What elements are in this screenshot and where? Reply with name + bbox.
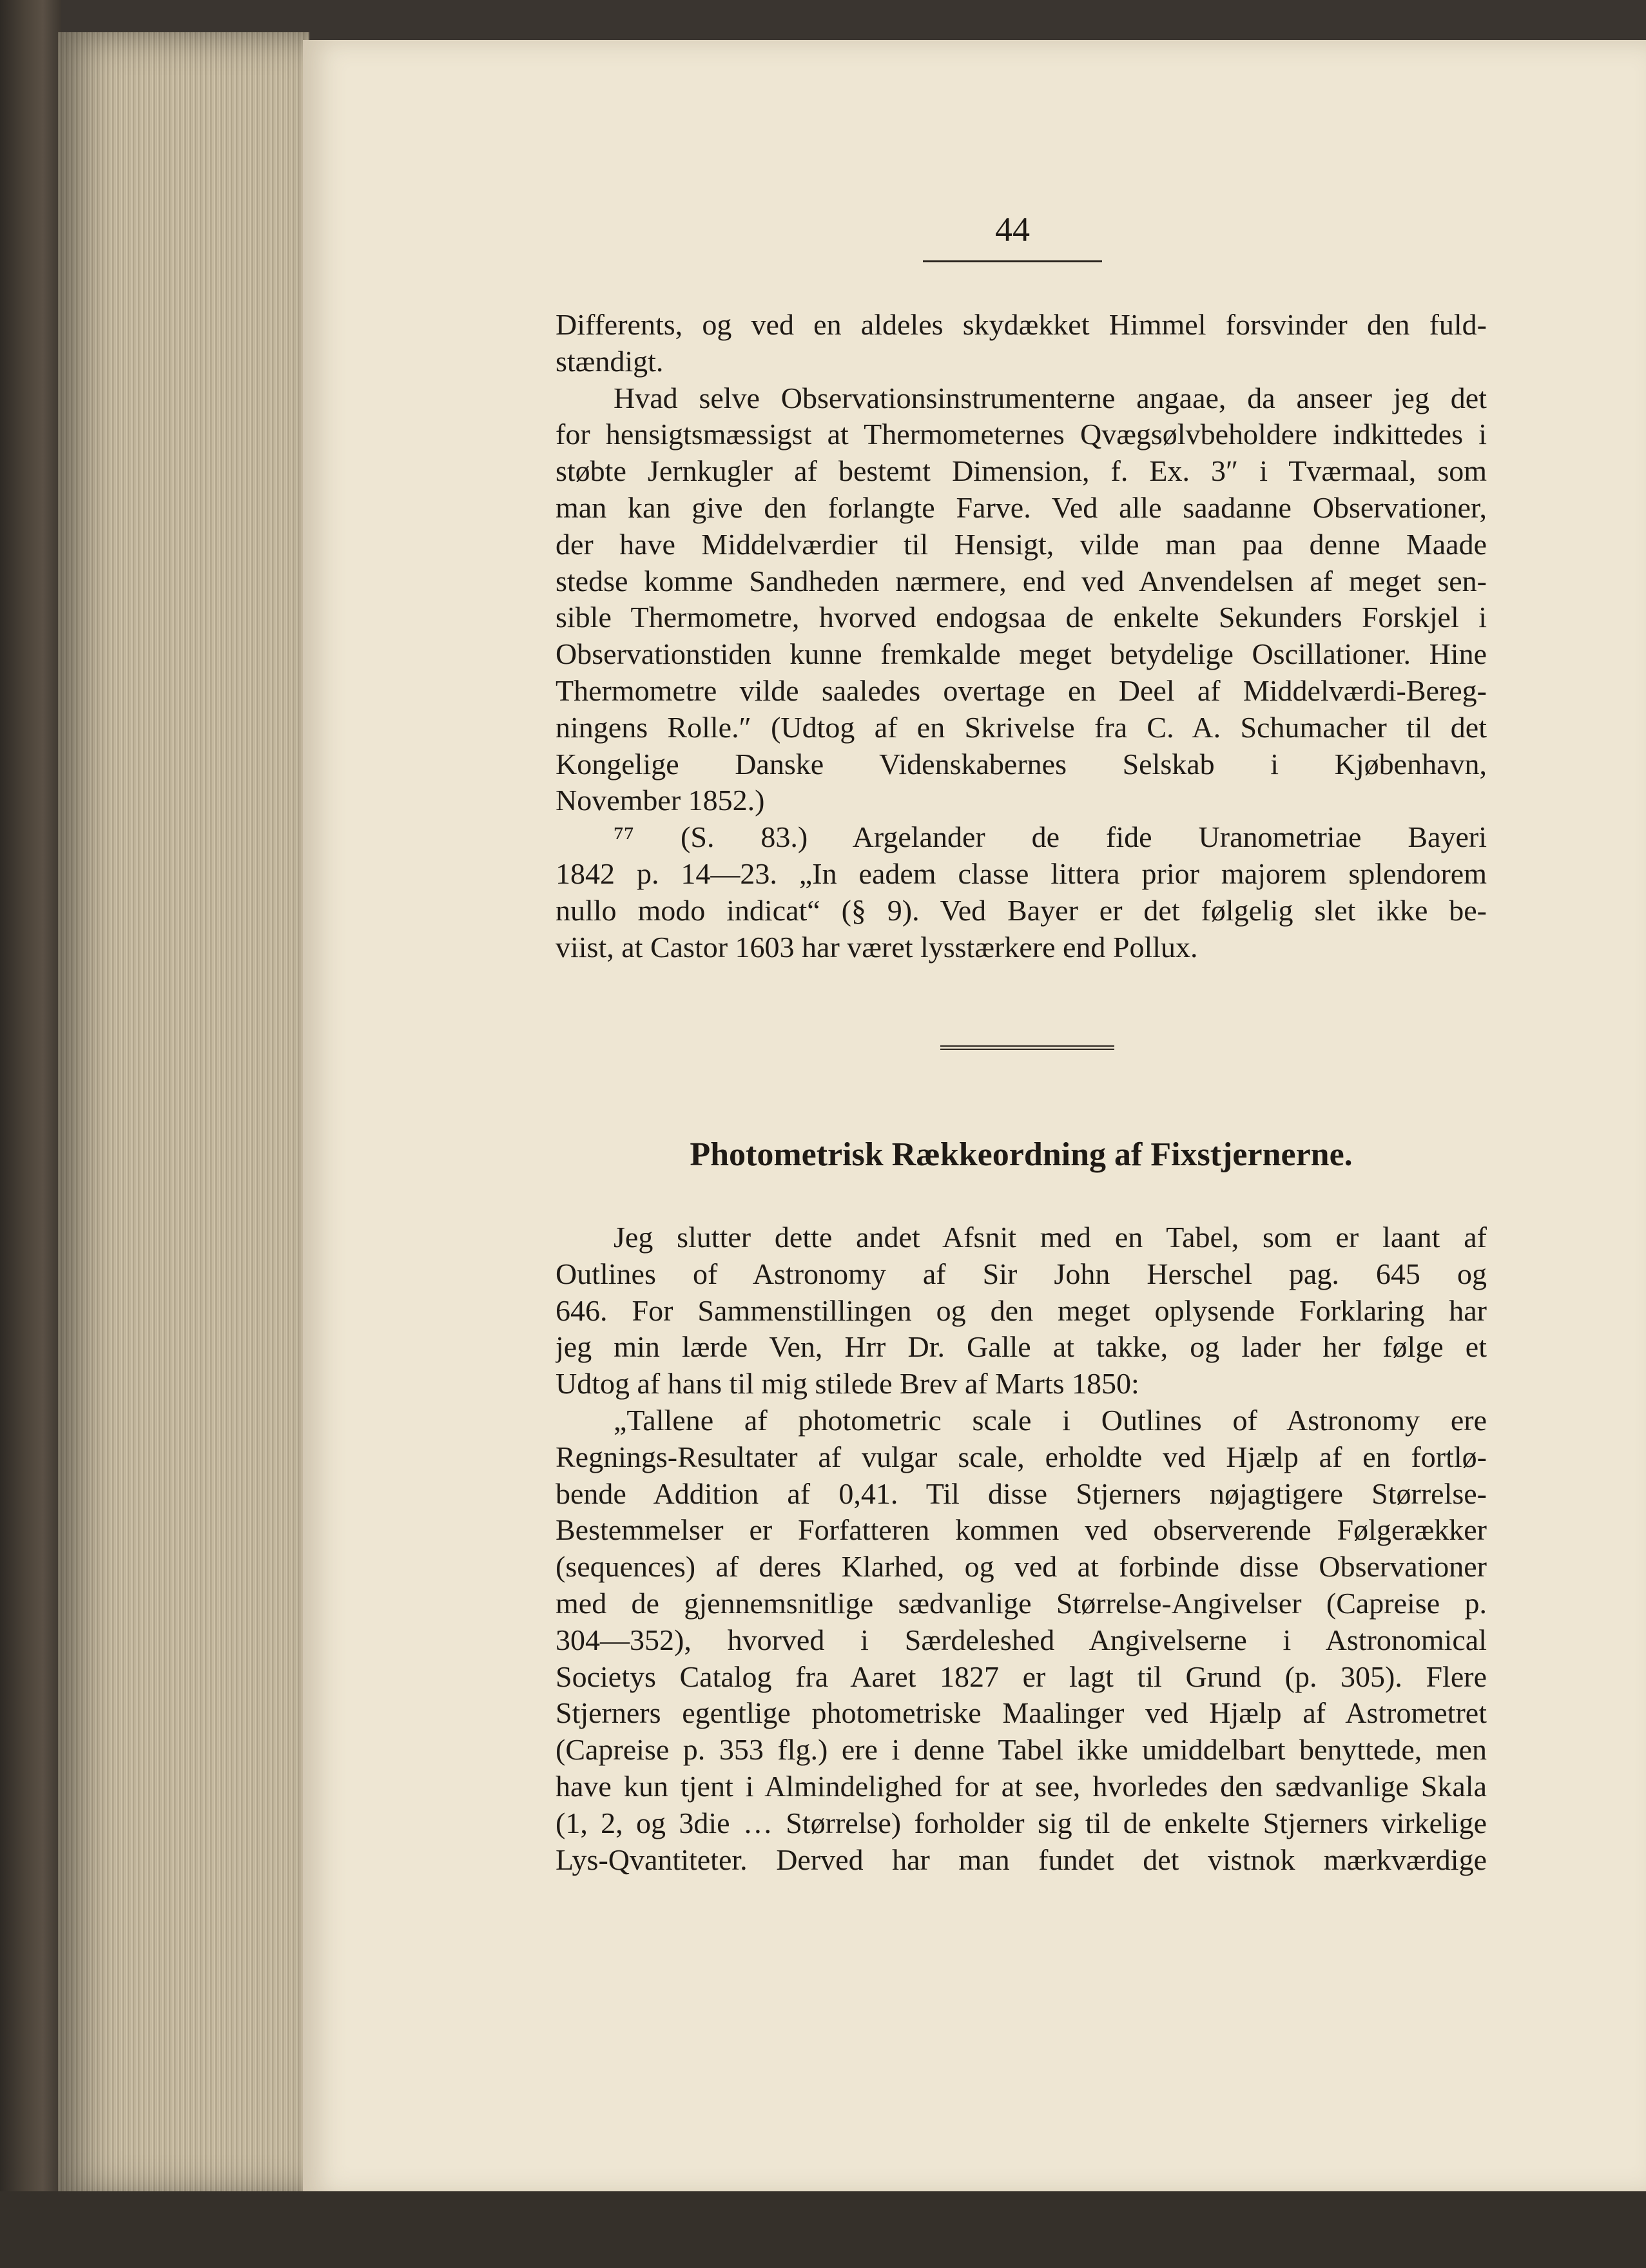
text-line: Regnings-Resultater af vulgar scale, erholdte ved Hjælp af en fortlø-: [556, 1440, 1487, 1473]
page-number-rule: [923, 260, 1102, 262]
text-line: sible Thermometre, hvorved endogsaa de enkelte Sekunders Forskjel i: [556, 601, 1487, 634]
text-line: Outlines of Astronomy af Sir John Herschel pag. 645 og: [556, 1257, 1487, 1290]
page-edges: [58, 32, 309, 2198]
section-divider: [940, 1045, 1114, 1051]
text-line: for hensigtsmæssigst at Thermometernes Qvægsølvbeholdere indkittedes i: [556, 418, 1487, 451]
text-line: nullo modo indicat“ (§ 9). Ved Bayer er det følgelig slet ikke be-: [556, 893, 1487, 927]
paragraph: [556, 819, 1487, 965]
text-line: ⁷⁷ (S. 83.) Argelander de fide Uranometriae Bayeri: [614, 820, 1487, 854]
text-line: 304—352), hvorved i Særdeleshed Angivelserne i Astronomical: [556, 1623, 1487, 1656]
paragraph: [556, 307, 1487, 380]
scan-background: [0, 2191, 1646, 2268]
text-line: bende Addition af 0,41. Til disse Stjerners nøjagtigere Størrelse-: [556, 1477, 1487, 1510]
text-line: (sequences) af deres Klarhed, og ved at forbinde disse Observationer: [556, 1550, 1487, 1584]
text-line: Differents, og ved en aldeles skydækket Himmel forsvinder den fuld-: [556, 308, 1487, 341]
paragraph: [556, 1219, 1487, 1402]
text-line: (1, 2, og 3die … Størrelse) forholder sig til de enkelte Stjerners virkelige: [556, 1806, 1487, 1839]
text-line: Udtog af hans til mig stilede Brev af Marts 1850:: [556, 1367, 1139, 1401]
text-line: Jeg slutter dette andet Afsnit med en Tabel, som er laant af: [614, 1221, 1487, 1254]
paragraph: [556, 1402, 1487, 1878]
text-line: støbte Jernkugler af bestemt Dimension, f. Ex. 3″ i Tværmaal, som: [556, 454, 1487, 488]
text-block-top: [556, 307, 1487, 965]
book-binding: [0, 0, 61, 2268]
text-line: have kun tjent i Almindelighed for at see, hvorledes den sædvanlige Skala: [556, 1769, 1487, 1803]
text-line: ningens Rolle.″ (Udtog af en Skrivelse fra C. A. Schumacher til det: [556, 710, 1487, 744]
text-line: Thermometre vilde saaledes overtage en Deel af Middelværdi-Bereg-: [556, 674, 1487, 707]
text-line: Stjerners egentlige photometriske Maalinger ved Hjælp af Astrometret: [556, 1696, 1487, 1730]
text-line: jeg min lærde Ven, Hrr Dr. Galle at takke, og lader her følge et: [556, 1330, 1487, 1364]
text-line: „Tallene af photometric scale i Outlines of Astronomy ere: [614, 1403, 1487, 1437]
section-heading: Photometrisk Rækkeordning af Fixstjernerne.: [690, 1136, 1353, 1173]
text-line: der have Middelværdier til Hensigt, vilde man paa denne Maade: [556, 527, 1487, 561]
page-number: 44: [995, 210, 1030, 249]
text-line: Kongelige Danske Videnskabernes Selskab i Kjøbenhavn,: [556, 747, 1487, 780]
text-line: man kan give den forlangte Farve. Ved alle saadanne Observationer,: [556, 490, 1487, 524]
text-line: Bestemmelser er Forfatteren kommen ved observerende Følgerækker: [556, 1513, 1487, 1547]
text-line: med de gjennemsnitlige sædvanlige Størrelse-Angivelser (Capreise p.: [556, 1586, 1487, 1620]
text-block-bottom: [556, 1219, 1487, 1878]
text-line: 646. For Sammenstillingen og den meget oplysende Forklaring har: [556, 1294, 1487, 1327]
text-line: stedse komme Sandheden nærmere, end ved Anvendelsen af meget sen-: [556, 564, 1487, 597]
text-line: Observationstiden kunne fremkalde meget betydelige Oscillationer. Hine: [556, 637, 1487, 671]
text-line: viist, at Castor 1603 har været lysstærkere end Pollux.: [556, 930, 1198, 964]
text-line: (Capreise p. 353 flg.) ere i denne Tabel ikke umiddelbart benyttede, men: [556, 1733, 1487, 1767]
text-line: Societys Catalog fra Aaret 1827 er lagt til Grund (p. 305). Flere: [556, 1660, 1487, 1693]
text-line: Hvad selve Observationsinstrumenterne angaae, da anseer jeg det: [614, 381, 1487, 414]
text-line: stændigt.: [556, 344, 664, 378]
paragraph: [556, 380, 1487, 820]
text-line: November 1852.): [556, 784, 765, 817]
text-line: 1842 p. 14—23. „In eadem classe littera prior majorem splendorem: [556, 857, 1487, 890]
text-line: Lys-Qvantiteter. Derved har man fundet det vistnok mærkværdige: [556, 1843, 1487, 1876]
